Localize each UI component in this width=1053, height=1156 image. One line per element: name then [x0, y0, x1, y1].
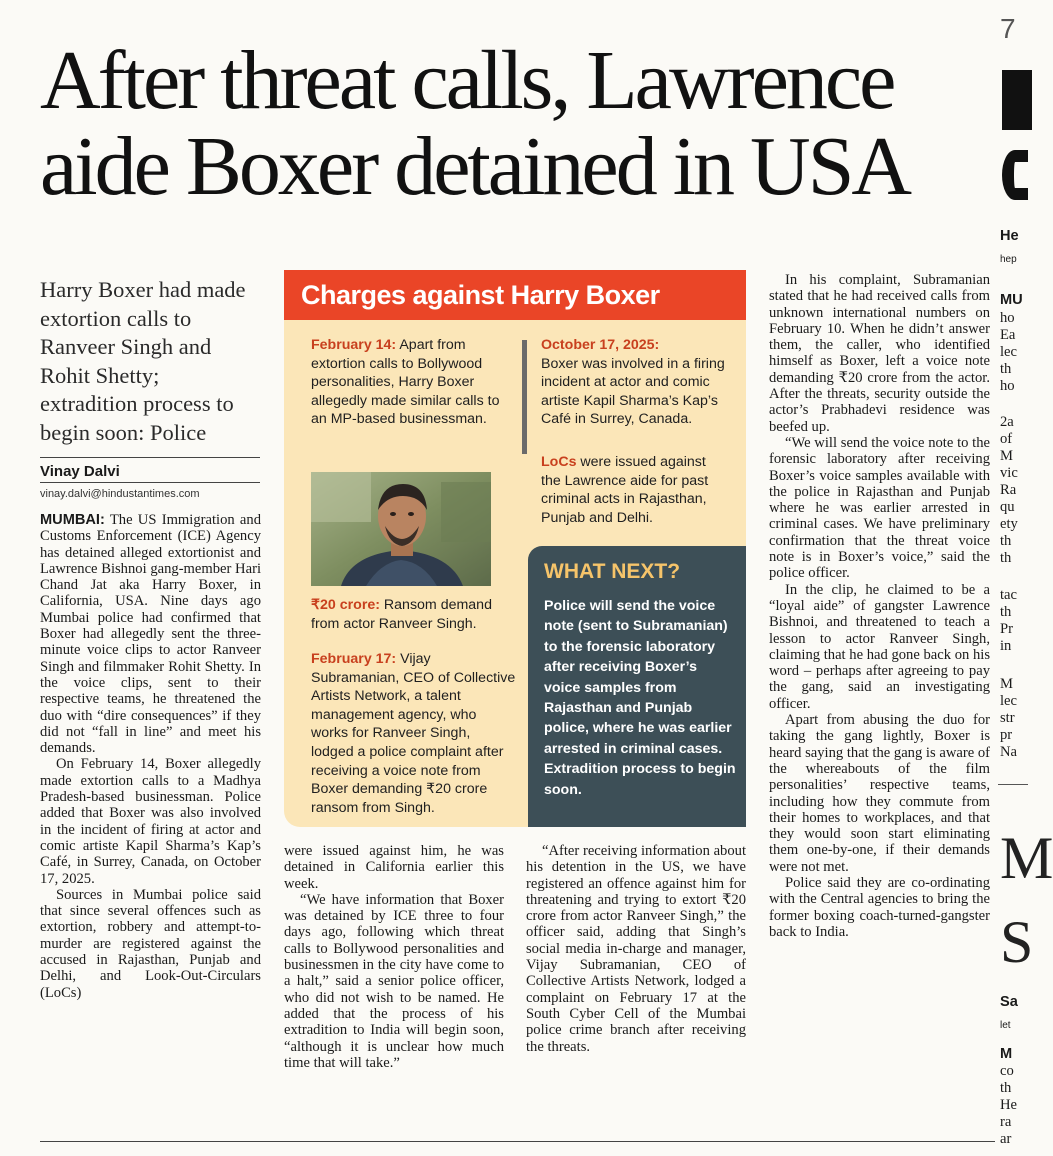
- page-marker: 7: [1000, 13, 1016, 44]
- what-next-text: Police will send the voice note (sent to Subramanian) to the forensic laboratory after receiving Boxer’s voice samples from Rajasthan and Punjab police, where he was earlier arrested in criminal cases. Extradition process to begin soon.: [544, 598, 736, 798]
- adjacent-headline-fragment: [1002, 150, 1028, 200]
- article-paragraph: “After receiving information about his detention in the US, we have registered an offence against him for threatening and trying to extort ₹20 crore from actor Ranveer Singh,” the officer said, adding that Singh’s social media in-charge and manager, Vijay Subramanian, CEO of Collective Artists Network, lodged a complaint on February 17 at the South Cyber Cell of the Mumbai police crime branch after receiving the threats.: [526, 843, 746, 1055]
- fragment: let: [1000, 1020, 1011, 1031]
- fragment: Ra: [1000, 482, 1017, 498]
- factbox-divider: [522, 340, 527, 454]
- factbox-item-october-17: October 17, 2025: Boxer was involved in a firing incident at actor and comic artiste Kapil Sharma’s Kap’s Café in Surrey, Canada.: [541, 337, 725, 428]
- fragment: lec: [1000, 693, 1018, 709]
- fragment: th: [1000, 604, 1012, 620]
- fragment: 2a: [1000, 414, 1014, 430]
- article-paragraph: In his complaint, Subramanian stated that he had received calls from unknown international numbers on February 10. When he didn’t answer them, the caller, who identified himself as Boxer, left a voice note demanding ₹20 crore from the actor. After the threats, security outside the actor’s Prabhadevi residence was beefed up.: [769, 272, 990, 435]
- what-next-title: WHAT NEXT?: [544, 560, 681, 583]
- portrait-photo-icon: [311, 472, 491, 586]
- adjacent-headline-fragment: [1002, 70, 1032, 130]
- byline-rule-top: [40, 457, 260, 458]
- byline-rule-mid: [40, 482, 260, 483]
- article-paragraph: were issued against him, he was detained in California earlier this week.: [284, 843, 504, 892]
- adjacent-article-strip: [998, 0, 1053, 1156]
- fragment: ar: [1000, 1131, 1012, 1147]
- fragment: co: [1000, 1063, 1014, 1079]
- fragment: ety: [1000, 516, 1018, 532]
- fragment: M: [1000, 676, 1013, 692]
- fragment: tac: [1000, 587, 1018, 603]
- fragment: vic: [1000, 465, 1018, 481]
- byline-email[interactable]: vinay.dalvi@hindustantimes.com: [40, 488, 200, 500]
- factbox-item-locs: LoCs were issued against the Lawrence aide for past criminal acts in Rajasthan, Punjab and Delhi.: [541, 454, 709, 526]
- charges-factbox: [284, 270, 746, 827]
- fragment: pr: [1000, 727, 1013, 743]
- article-column-1: [40, 512, 261, 1001]
- article-paragraph: Police said they are co-ordinating with the Central agencies to bring the former boxing coach-turned-gangster back to India.: [769, 874, 990, 940]
- fragment-rule: [998, 784, 1028, 785]
- headline: After threat calls, Lawrence aide Boxer detained in USA: [40, 34, 910, 213]
- fragment: S: [1000, 909, 1034, 975]
- dateline: MUMBAI:: [40, 512, 105, 528]
- fragment: ra: [1000, 1114, 1012, 1130]
- fragment: qu: [1000, 499, 1015, 515]
- portrait-photo: [311, 472, 491, 586]
- fragment: Pr: [1000, 621, 1013, 637]
- fragment: He: [1000, 1097, 1018, 1113]
- bottom-rule: [40, 1141, 995, 1142]
- fragment: lec: [1000, 344, 1018, 360]
- article-paragraph: In the clip, he claimed to be a “loyal aide” of gangster Lawrence Bishnoi, and threatened to teach a lesson to actor Ranveer Singh, claiming that he had gone back on his word – perhaps after agreeing to pay the gang, said an investigating officer.: [769, 581, 990, 712]
- factbox-item-february-14: February 14: Apart from extortion calls to Bollywood personalities, Harry Boxer allegedly made similar calls to an MP-based businessman.: [311, 337, 500, 428]
- fragment: M: [1000, 825, 1053, 891]
- deck-summary: Harry Boxer had made extortion calls to Ranveer Singh and Rohit Shetty; extradition process to begin soon: Police: [40, 277, 246, 445]
- fragment: in: [1000, 638, 1012, 654]
- fragment: Sa: [1000, 994, 1018, 1010]
- article-paragraph: “We will send the voice note to the forensic laboratory after receiving Boxer’s voice samples available with the police in Rajasthan and Punjab where he was earlier arrested in criminal cases. We have preliminary confirmation that the threat voice note is in Boxer’s voice,” said the police officer.: [769, 434, 990, 582]
- fragment: M: [1000, 448, 1013, 464]
- fragment: Ea: [1000, 327, 1016, 343]
- factbox-title: Charges against Harry Boxer: [284, 270, 746, 320]
- fragment: th: [1000, 361, 1012, 377]
- factbox-item-ransom: ₹20 crore: Ransom demand from actor Ranveer Singh.: [311, 597, 492, 632]
- what-next-panel: [528, 546, 746, 827]
- article-paragraph: MUMBAI: The US Immigration and Customs Enforcement (ICE) Agency has detained alleged extortionist and Lawrence Bishnoi gang-member Hari Chand Jat aka Harry Boxer, in California, USA. Nine days ago Mumbai police had confirmed that Boxer had allegedly sent the three-minute voice clips to actor Ranveer Singh and filmmaker Rohit Shetty. In the voice clips, sent to their respective teams, he threatened the duo with “dire consequences” if they did not “fall in line” and meet his demands.: [40, 512, 261, 757]
- article-paragraph: On February 14, Boxer allegedly made extortion calls to a Madhya Pradesh-based businessman. Police added that Boxer was also involved in the incident of firing at actor and comic artiste Kapil Sharma’s Kap’s Café, in Surrey, Canada, on October 17, 2025.: [40, 756, 261, 887]
- fragment: th: [1000, 533, 1012, 549]
- article-column-2: [284, 843, 504, 1071]
- factbox-item-february-17: February 17: Vijay Subramanian, CEO of Collective Artists Network, a talent management agency, who works for Ranveer Singh, lodged a police complaint after receiving a voice note from Boxer demanding ₹20 crore ransom from Singh.: [311, 651, 516, 816]
- fragment: hep: [1000, 254, 1017, 265]
- fragment: ho: [1000, 310, 1015, 326]
- article-column-4: [769, 272, 990, 940]
- fragment: ho: [1000, 378, 1015, 394]
- article-paragraph: “We have information that Boxer was detained by ICE three to four days ago, following which threat calls to Bollywood personalities and businessmen in the city have come to a halt,” said a senior police officer, who did not wish to be named. He added that the process of his extradition to India will begin soon, “although it is unclear how much time that will take.”: [284, 891, 504, 1071]
- fragment: th: [1000, 1080, 1012, 1096]
- article-paragraph: Sources in Mumbai police said that since several offences such as extortion, robbery and attempt-to-murder are registered against the accused in Rajasthan, Punjab and Delhi, and Look-Out-Circulars (LoCs): [40, 886, 261, 1001]
- article-column-3: [526, 843, 746, 1055]
- fragment: th: [1000, 550, 1012, 566]
- fragment: str: [1000, 710, 1015, 726]
- fragment: MU: [1000, 292, 1023, 308]
- article-paragraph: Apart from abusing the duo for taking the gang lightly, Boxer is heard saying that the gang is aware of the whereabouts of the film personalities’ respective teams, including how they commute from their homes to workplaces, and that they would soon start eliminating them one-by-one, if their demands were not met.: [769, 712, 990, 875]
- fragment: of: [1000, 431, 1013, 447]
- fragment: M: [1000, 1046, 1013, 1062]
- byline-author: Vinay Dalvi: [40, 463, 120, 480]
- fragment: He: [1000, 228, 1019, 244]
- fragment: Na: [1000, 744, 1018, 760]
